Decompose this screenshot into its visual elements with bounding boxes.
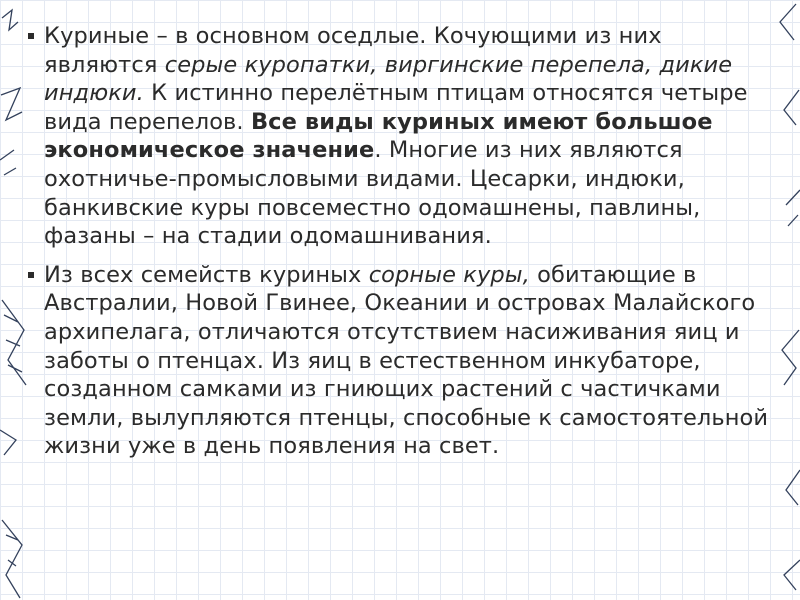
- bold-emphasis: Все виды куриных имеют большое экономическое значение: [44, 108, 713, 164]
- bullet-list: [22, 22, 774, 461]
- bullet-text: . Многие из них являются охотничье-промысловыми видами. Цесарки, индюки, банкивские куры повсеместно одомашнены, павлины, фазаны – на стадии одомашнивания.: [44, 137, 701, 250]
- bullet-item-migration: [22, 22, 774, 251]
- bullet-text: К истинно перелётным птицам относятся четыре вида перепелов.: [44, 80, 748, 135]
- bullet-text: Куриные – в основном оседлые. Кочующими из них являются: [44, 23, 662, 78]
- bullet-text: Из всех семейств куриных: [44, 261, 369, 288]
- italic-species: серые куропатки, виргинские перепела, дикие индюки.: [44, 51, 733, 107]
- italic-species: сорные куры,: [368, 261, 530, 288]
- bullet-item-megapodes: [22, 261, 774, 461]
- slide-content: [22, 22, 774, 582]
- bullet-text: обитающие в Австралии, Новой Гвинее, Океании и островах Малайского архипелага, отличаются отсутствием насиживания яиц и заботы о птенцах. Из яиц в естественном инкубаторе, созданном самками из гниющих растений с частичками земли, вылупляются птенцы, способные к самостоятельной жизни уже в день появления на свет.: [44, 261, 769, 460]
